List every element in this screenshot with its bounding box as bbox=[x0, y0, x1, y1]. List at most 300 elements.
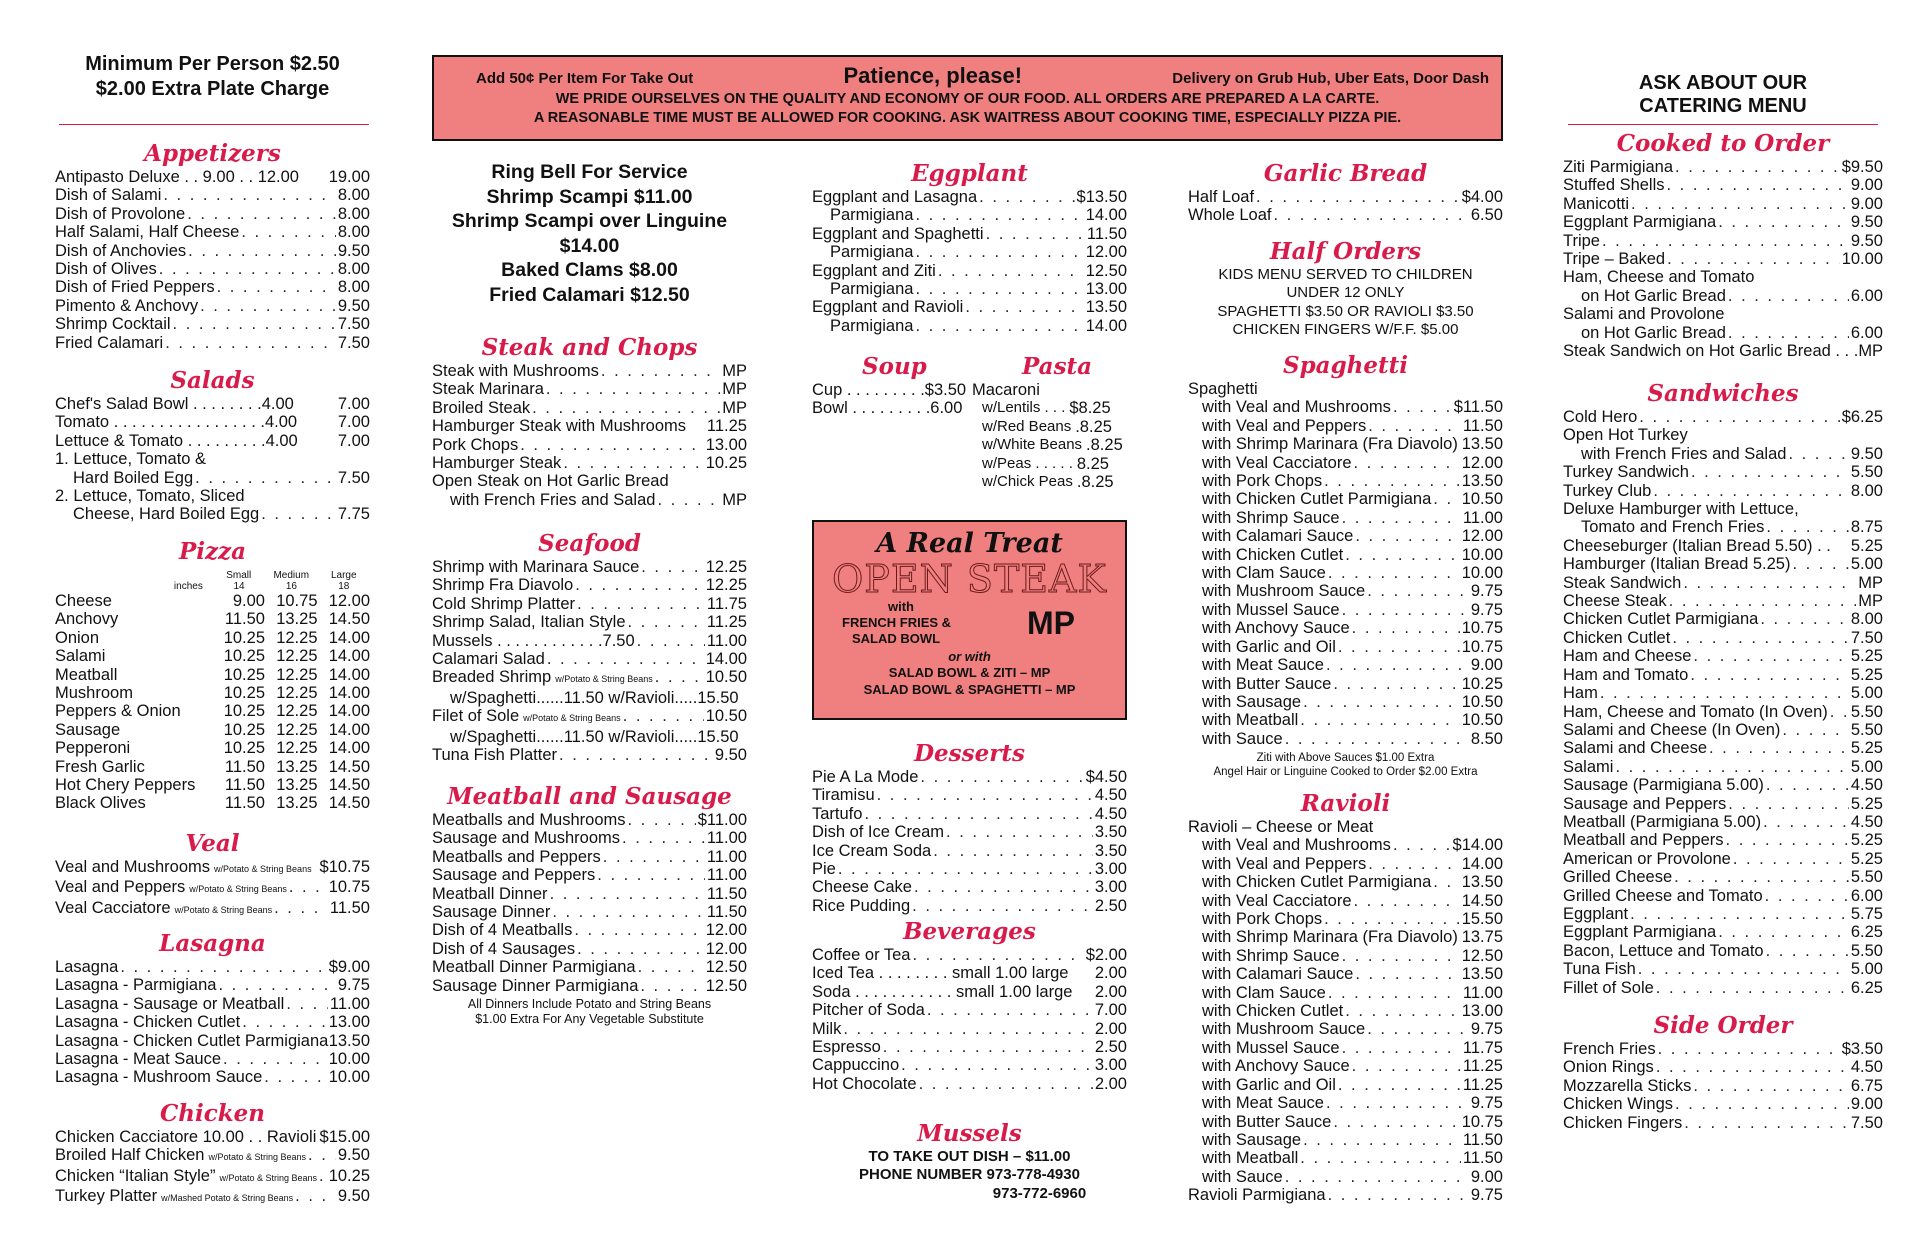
section-title: Chicken bbox=[159, 1100, 266, 1127]
item-price: 8.00 bbox=[1850, 481, 1883, 500]
angel-hair-note: Angel Hair or Linguine Cooked to Order $2.00 Extra bbox=[1213, 766, 1478, 779]
item-name bbox=[1188, 564, 1326, 582]
menu-item bbox=[55, 1146, 370, 1166]
item-price: 8.00 bbox=[337, 260, 370, 279]
item-name-text: Steak Sandwich bbox=[1563, 573, 1682, 592]
menu-item bbox=[1563, 1077, 1883, 1095]
item-name-text: with Veal and Mushrooms bbox=[1202, 836, 1391, 855]
leader-dots bbox=[657, 491, 720, 509]
item-name-text: Calamari Salad bbox=[432, 650, 545, 669]
leader-dots bbox=[187, 205, 336, 223]
item-name-text: with Butter Sauce bbox=[1202, 1112, 1332, 1131]
leader-dots bbox=[641, 558, 703, 576]
special-line: Shrimp Scampi $11.00 bbox=[486, 185, 693, 208]
menu-item bbox=[1188, 947, 1503, 965]
pizza-row bbox=[55, 592, 370, 610]
leader-dots bbox=[165, 334, 336, 352]
menu-item bbox=[1563, 795, 1883, 813]
menu-item bbox=[1188, 1149, 1503, 1167]
item-name bbox=[55, 858, 312, 878]
item-name-text: Antipasto Deluxe . . 9.00 . . 12.00 bbox=[55, 168, 299, 186]
cooked-to-order-section bbox=[1563, 130, 1883, 360]
menu-item bbox=[55, 205, 370, 223]
pizza-name bbox=[55, 702, 213, 720]
item-price: 6.25 bbox=[1850, 923, 1883, 942]
pizza-price-m: 12.25 bbox=[276, 647, 318, 666]
leader-dots bbox=[295, 1187, 336, 1207]
item-price: 13.50 bbox=[1461, 435, 1503, 454]
item-price: 5.50 bbox=[1850, 463, 1883, 482]
item-name-text: Ravioli Parmigiana bbox=[1188, 1186, 1326, 1205]
item-price: 11.50 bbox=[1462, 1130, 1503, 1149]
item-name bbox=[1188, 711, 1298, 729]
leader-dots bbox=[838, 860, 1093, 878]
meatball-section bbox=[432, 783, 747, 1027]
menu-item bbox=[432, 595, 747, 613]
item-price: 7.50 bbox=[1850, 628, 1883, 647]
leader-dots bbox=[1718, 213, 1849, 231]
pizza-price-s: 11.50 bbox=[224, 794, 265, 813]
item-name-text: Eggplant and Spaghetti bbox=[812, 224, 984, 243]
item-name bbox=[55, 1167, 317, 1187]
item-price: 5.75 bbox=[1850, 904, 1883, 923]
item-name bbox=[55, 413, 297, 431]
item-name bbox=[1563, 555, 1790, 573]
item-name bbox=[1563, 342, 1858, 360]
leader-dots bbox=[901, 1056, 1093, 1074]
section-title: Salads bbox=[170, 367, 255, 394]
menu-item bbox=[1563, 426, 1883, 444]
item-name-text: Eggplant Parmigiana bbox=[1563, 923, 1717, 942]
item-name bbox=[55, 334, 163, 352]
menu-item bbox=[1563, 868, 1883, 886]
item-side-note: w/Potato & String Beans bbox=[555, 674, 653, 685]
leader-dots bbox=[938, 262, 1084, 280]
item-name bbox=[432, 399, 530, 417]
item-list bbox=[55, 858, 370, 919]
item-name bbox=[432, 746, 557, 764]
item-name bbox=[812, 983, 1072, 1001]
leader-dots bbox=[1600, 684, 1849, 702]
item-price: $14.00 bbox=[1452, 836, 1503, 855]
leader-dots bbox=[1393, 398, 1452, 416]
menu-item bbox=[432, 650, 747, 668]
treat-or-with: or with bbox=[948, 649, 991, 664]
item-name bbox=[55, 1128, 316, 1146]
item-price: 5.00 bbox=[1850, 555, 1883, 574]
item-name-text: with Mussel Sauce bbox=[1202, 600, 1340, 619]
leader-dots bbox=[1675, 1095, 1849, 1113]
item-name-text: Ham, Cheese and Tomato (In Oven) bbox=[1563, 702, 1828, 721]
item-name bbox=[1188, 527, 1353, 545]
item-name bbox=[55, 469, 193, 487]
item-price: 9.75 bbox=[1470, 1186, 1503, 1205]
item-name bbox=[432, 650, 545, 668]
item-price: 2.50 bbox=[1094, 1038, 1127, 1057]
item-price: 12.00 bbox=[1461, 527, 1503, 546]
item-name-text: Hard Boiled Egg bbox=[73, 468, 194, 487]
menu-item bbox=[1563, 1058, 1883, 1076]
item-name-text: Spaghetti bbox=[1188, 380, 1258, 398]
leader-dots bbox=[319, 1167, 327, 1187]
item-name bbox=[432, 885, 548, 903]
item-price: 8.00 bbox=[337, 223, 370, 242]
item-price: 10.25 bbox=[705, 454, 747, 473]
soup-item: Cup . . . . . . . . .$3.50 bbox=[812, 381, 967, 399]
item-price: 3.50 bbox=[1094, 823, 1127, 842]
item-side-note: w/Potato & String Beans bbox=[219, 1172, 318, 1183]
menu-item bbox=[432, 977, 747, 995]
pasta-price: .8.25 bbox=[1086, 436, 1123, 455]
item-name bbox=[55, 278, 215, 296]
item-name bbox=[432, 668, 653, 688]
pizza-price-l: 14.00 bbox=[328, 702, 370, 721]
menu-item bbox=[1188, 873, 1503, 891]
menu-item bbox=[1188, 855, 1503, 873]
spacer bbox=[1831, 537, 1851, 555]
leader-dots bbox=[601, 362, 720, 380]
item-list bbox=[1563, 1040, 1883, 1132]
item-name bbox=[1188, 398, 1391, 416]
menu-item bbox=[55, 1013, 370, 1031]
catering-menu-line: CATERING MENU bbox=[1639, 95, 1807, 117]
menu-item bbox=[1563, 923, 1883, 941]
item-name-text: Lasagna - Chicken Cutlet bbox=[55, 1013, 241, 1032]
menu-item bbox=[812, 823, 1127, 841]
pizza-row bbox=[55, 647, 370, 665]
item-name-text: Lasagna - Meat Sauce bbox=[55, 1050, 222, 1069]
pizza-name-text: Fresh Garlic bbox=[55, 757, 145, 776]
menu-item bbox=[1563, 610, 1883, 628]
menu-item bbox=[432, 689, 747, 707]
item-price: MP bbox=[1858, 573, 1883, 592]
leader-dots bbox=[915, 243, 1083, 261]
menu-item bbox=[1188, 928, 1503, 946]
item-name-text: w/Spaghetti......11.50 w/Ravioli.....15.50 bbox=[450, 688, 739, 707]
pizza-price-l: 14.50 bbox=[328, 610, 370, 629]
item-name-text: with Meatball bbox=[1202, 1149, 1299, 1168]
item-name bbox=[812, 946, 910, 964]
leader-dots bbox=[242, 1013, 326, 1031]
item-name bbox=[1188, 1186, 1326, 1204]
leader-dots bbox=[1352, 619, 1460, 637]
item-name-text: Dish of Anchovies bbox=[55, 241, 187, 260]
soup-section bbox=[812, 353, 967, 418]
pizza-price-s: 10.25 bbox=[223, 720, 265, 739]
leader-dots bbox=[1766, 776, 1849, 794]
item-price: 10.00 bbox=[1841, 250, 1883, 269]
item-price: 5.50 bbox=[1850, 868, 1883, 887]
item-name-text: with Garlic and Oil bbox=[1202, 637, 1336, 656]
item-price: 11.00 bbox=[706, 631, 747, 650]
leader-dots bbox=[1324, 910, 1460, 928]
size-small: Small bbox=[226, 570, 252, 581]
item-name bbox=[1563, 1114, 1682, 1132]
item-name bbox=[812, 964, 1068, 982]
item-name-text: Ham and Tomato bbox=[1563, 665, 1689, 684]
leader-dots bbox=[1338, 1076, 1461, 1094]
item-price: 11.50 bbox=[1462, 416, 1503, 435]
sandwiches-section bbox=[1563, 380, 1883, 997]
leader-dots bbox=[1765, 887, 1849, 905]
leader-dots bbox=[197, 776, 210, 794]
leader-dots bbox=[1285, 730, 1469, 748]
section-title: Garlic Bread bbox=[1263, 160, 1428, 187]
item-price: 11.50 bbox=[706, 884, 747, 903]
item-name-text: Iced Tea . . . . . . . . small 1.00 large bbox=[812, 964, 1069, 983]
item-name-text: Chicken “Italian Style” bbox=[55, 1166, 216, 1185]
leader-dots bbox=[1656, 1058, 1849, 1076]
leader-dots bbox=[532, 399, 720, 417]
menu-item bbox=[55, 278, 370, 296]
pizza-price-s: 9.00 bbox=[232, 592, 265, 610]
item-name-text: Tripe – Baked bbox=[1563, 250, 1666, 269]
item-list bbox=[55, 168, 370, 352]
leader-dots bbox=[1285, 1168, 1469, 1186]
leader-dots bbox=[640, 977, 703, 995]
menu-item bbox=[1563, 305, 1883, 323]
pizza-name bbox=[55, 776, 213, 794]
item-name-text: Chicken Cutlet bbox=[1563, 628, 1671, 647]
item-price: 5.25 bbox=[1850, 739, 1883, 758]
leader-dots bbox=[163, 186, 336, 204]
item-name bbox=[1563, 537, 1831, 555]
menu-item bbox=[1188, 1131, 1503, 1149]
item-name bbox=[1563, 287, 1726, 305]
pizza-price-l: 14.00 bbox=[328, 665, 370, 684]
item-price: 5.50 bbox=[1850, 941, 1883, 960]
menu-item bbox=[1188, 1186, 1503, 1204]
menu-item bbox=[812, 878, 1127, 896]
leader-dots bbox=[135, 684, 211, 702]
item-price: $10.75 bbox=[319, 858, 370, 876]
treat-ziti: SALAD BOWL & ZITI – MP bbox=[888, 665, 1051, 680]
pasta-price: $8.25 bbox=[1069, 399, 1111, 418]
item-name bbox=[432, 380, 544, 398]
menu-item bbox=[55, 450, 370, 468]
section-title: Sandwiches bbox=[1647, 380, 1799, 407]
item-name-text: Cheese Cake bbox=[812, 878, 912, 897]
leader-dots bbox=[1782, 721, 1849, 739]
item-name-text: with Pork Chops bbox=[1202, 910, 1323, 929]
divider bbox=[1568, 124, 1878, 125]
open-steak-title: OPEN STEAK bbox=[832, 557, 1107, 601]
pizza-name-text: Sausage bbox=[55, 720, 121, 739]
section-title: Soup bbox=[862, 353, 927, 380]
pizza-name-text: Anchovy bbox=[55, 610, 119, 629]
item-name bbox=[1563, 905, 1628, 923]
leader-dots bbox=[1342, 1039, 1461, 1057]
item-price: 7.00 bbox=[337, 413, 370, 432]
menu-item bbox=[1563, 887, 1883, 905]
soup-item: Bowl . . . . . . . . .6.00 bbox=[812, 399, 963, 418]
leader-dots bbox=[1792, 555, 1848, 573]
item-name-text: with Garlic and Oil bbox=[1202, 1075, 1336, 1094]
item-list bbox=[1563, 158, 1883, 360]
size-large: Large bbox=[330, 570, 357, 581]
menu-item bbox=[812, 842, 1127, 860]
menu-item bbox=[1188, 730, 1503, 748]
item-price: 9.75 bbox=[1470, 600, 1503, 619]
item-name-text: Dish of Olives bbox=[55, 260, 157, 279]
section-title: Seafood bbox=[538, 530, 641, 557]
pizza-row bbox=[55, 702, 370, 720]
item-price: 3.50 bbox=[1094, 841, 1127, 860]
menu-item bbox=[1563, 482, 1883, 500]
menu-item bbox=[812, 860, 1127, 878]
item-price: 5.25 bbox=[1850, 794, 1883, 813]
leader-dots bbox=[1728, 324, 1849, 342]
spacer bbox=[297, 413, 338, 431]
item-price: 14.50 bbox=[1461, 891, 1503, 910]
item-name bbox=[812, 225, 984, 243]
item-name-text: Eggplant and Ziti bbox=[812, 261, 936, 280]
item-name bbox=[1563, 1077, 1691, 1095]
item-name-text: with Pork Chops bbox=[1202, 472, 1323, 491]
leader-dots bbox=[577, 595, 705, 613]
leader-dots bbox=[101, 629, 210, 647]
leader-dots bbox=[1763, 813, 1849, 831]
item-price: 7.50 bbox=[337, 468, 370, 487]
menu-item bbox=[432, 746, 747, 764]
item-name bbox=[1563, 923, 1716, 941]
leader-dots bbox=[183, 702, 211, 720]
item-name bbox=[432, 595, 575, 613]
menu-item bbox=[812, 805, 1127, 823]
menu-item bbox=[55, 505, 370, 523]
menu-item bbox=[1563, 831, 1883, 849]
item-name bbox=[1563, 776, 1764, 794]
item-name-text: with Sauce bbox=[1202, 1167, 1283, 1186]
pasta-name: w/Chick Peas bbox=[982, 473, 1073, 491]
menu-item bbox=[432, 707, 747, 727]
pizza-price-l: 12.00 bbox=[328, 592, 370, 610]
pizza-name-text: Peppers & Onion bbox=[55, 702, 181, 721]
item-name-text: Soda . . . . . . . . . . . small 1.00 large bbox=[812, 982, 1073, 1001]
menu-item bbox=[432, 613, 747, 631]
leader-dots bbox=[1354, 892, 1460, 910]
menu-item bbox=[55, 223, 370, 241]
item-name bbox=[1188, 818, 1373, 836]
beverages-section bbox=[812, 918, 1127, 1093]
item-price: 11.00 bbox=[1462, 983, 1503, 1002]
menu-item bbox=[1563, 739, 1883, 757]
inches-medium: 16 bbox=[285, 581, 297, 592]
item-side-note: w/Potato & String Beans bbox=[214, 864, 312, 874]
pizza-price-m: 13.25 bbox=[276, 776, 318, 795]
item-name-text: Cappuccino bbox=[812, 1056, 900, 1075]
leader-dots bbox=[308, 1146, 336, 1166]
pizza-name-text: Meatball bbox=[55, 665, 118, 684]
item-price: 11.25 bbox=[706, 417, 747, 436]
item-name-text: Hamburger Steak bbox=[432, 454, 562, 473]
item-side-note: w/Mashed Potato & String Beans bbox=[161, 1193, 294, 1204]
item-list bbox=[432, 811, 747, 995]
spacer bbox=[299, 168, 329, 186]
item-name bbox=[1188, 380, 1258, 398]
menu-item bbox=[55, 168, 370, 186]
menu-item bbox=[432, 903, 747, 921]
item-price: 11.00 bbox=[329, 994, 370, 1013]
item-name-text: Deluxe Hamburger with Lettuce, bbox=[1563, 500, 1799, 519]
item-name-text: Eggplant and Lasagna bbox=[812, 188, 978, 206]
item-name-text: Sausage and Peppers bbox=[432, 866, 596, 885]
leader-dots bbox=[1433, 490, 1459, 508]
menu-item bbox=[1563, 537, 1883, 555]
item-price: 5.25 bbox=[1850, 536, 1883, 555]
item-price: 9.50 bbox=[337, 296, 370, 315]
item-price: 5.25 bbox=[1850, 831, 1883, 850]
item-price: 12.00 bbox=[1461, 453, 1503, 472]
pizza-price-m: 12.25 bbox=[276, 665, 318, 684]
item-name-text: with Mushroom Sauce bbox=[1202, 1020, 1366, 1039]
item-name-text: Turkey Club bbox=[1563, 481, 1652, 500]
leader-dots bbox=[1788, 445, 1848, 463]
leader-dots bbox=[1368, 417, 1461, 435]
item-name-text: Turkey Platter bbox=[55, 1187, 158, 1206]
item-price: 10.50 bbox=[705, 707, 747, 726]
item-price: 2.00 bbox=[1094, 1074, 1127, 1093]
menu-item bbox=[1188, 711, 1503, 729]
pizza-price-m: 12.25 bbox=[276, 684, 318, 703]
pizza-price-m: 12.25 bbox=[276, 702, 318, 721]
leader-dots bbox=[114, 592, 211, 610]
section-title: Steak and Chops bbox=[481, 334, 698, 361]
item-name bbox=[1188, 1039, 1340, 1057]
pizza-price-s: 11.50 bbox=[224, 757, 265, 776]
leader-dots bbox=[575, 576, 703, 594]
item-name bbox=[432, 613, 626, 631]
menu-item bbox=[1188, 1039, 1503, 1057]
item-name-text: Filet of Sole bbox=[432, 707, 520, 726]
menu-item bbox=[1563, 408, 1883, 426]
item-name-text: Parmigiana bbox=[830, 243, 914, 262]
item-name-text: with Calamari Sauce bbox=[1202, 527, 1354, 546]
leader-dots bbox=[1338, 638, 1460, 656]
item-name-text: Chef's Salad Bowl . . . . . . . .4.00 bbox=[55, 395, 294, 413]
item-list bbox=[432, 362, 747, 509]
leader-dots bbox=[1355, 527, 1459, 545]
item-price: 9.00 bbox=[1850, 194, 1883, 213]
patience-note: Patience, please! bbox=[843, 63, 1023, 88]
item-name bbox=[1188, 984, 1326, 1002]
item-name bbox=[1188, 892, 1352, 910]
item-name bbox=[1188, 855, 1366, 873]
item-name-text: Pitcher of Soda bbox=[812, 1001, 925, 1020]
leader-dots bbox=[217, 278, 336, 296]
menu-item bbox=[1188, 546, 1503, 564]
item-price: 11.50 bbox=[1086, 224, 1127, 243]
item-name-text: Ham bbox=[1563, 684, 1598, 703]
leader-dots bbox=[159, 260, 336, 278]
item-list bbox=[55, 958, 370, 1087]
item-price: 9.75 bbox=[1470, 582, 1503, 601]
item-price: 13.00 bbox=[1085, 280, 1127, 299]
item-name-text: with Sauce bbox=[1202, 729, 1283, 748]
item-name bbox=[55, 223, 239, 241]
item-name-text: Pork Chops bbox=[432, 435, 519, 454]
leader-dots bbox=[1324, 472, 1460, 490]
leader-dots bbox=[915, 317, 1083, 335]
item-name-text: Sausage Dinner bbox=[432, 903, 551, 922]
menu-item bbox=[812, 225, 1127, 243]
item-price: 12.50 bbox=[1461, 946, 1503, 965]
leader-dots bbox=[1733, 850, 1849, 868]
item-name bbox=[1188, 675, 1331, 693]
item-name-text: Ham, Cheese and Tomato bbox=[1563, 268, 1755, 287]
pizza-name bbox=[55, 721, 213, 739]
divider bbox=[59, 124, 369, 125]
